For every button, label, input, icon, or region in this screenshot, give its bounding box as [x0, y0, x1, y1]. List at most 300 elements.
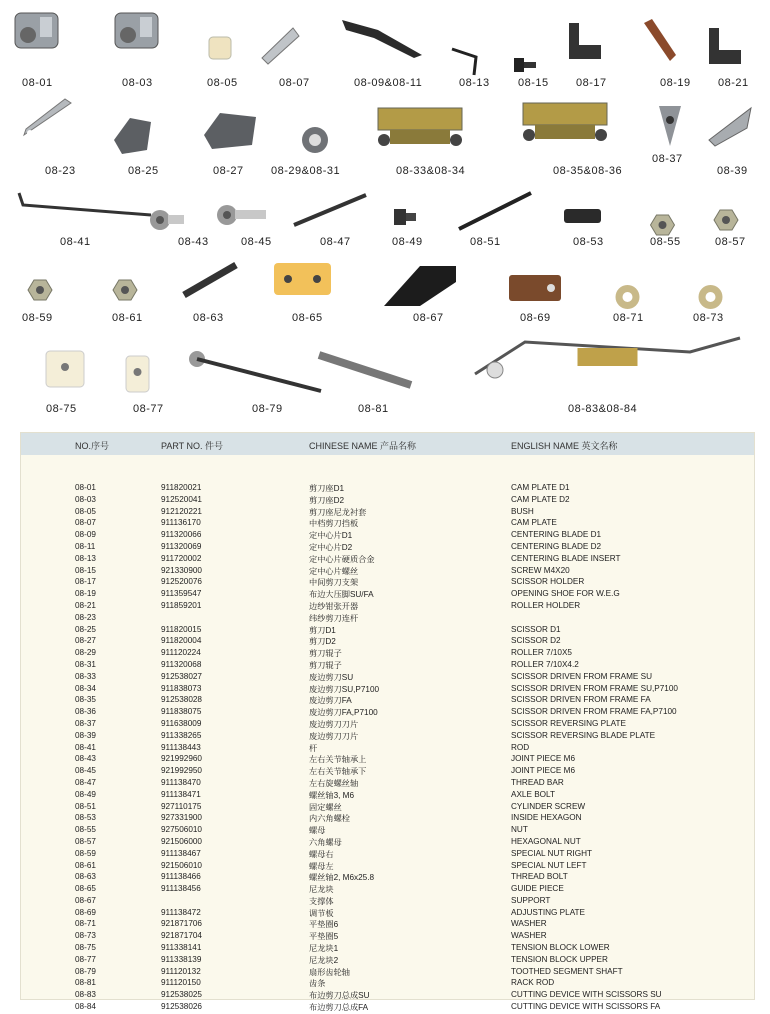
cell-cn: 中档剪刀挡板	[309, 519, 359, 529]
table-body	[21, 455, 754, 1014]
part-item	[270, 255, 335, 305]
part-label: 08-41	[60, 236, 91, 248]
part-item	[15, 185, 155, 235]
cell-part: 911138471	[161, 789, 201, 799]
cell-en: SUPPORT	[511, 895, 551, 905]
cell-no: 08-35	[75, 695, 96, 705]
cell-no: 08-71	[75, 919, 96, 929]
cell-part: 921330900	[161, 565, 202, 575]
part-label: 08-69	[520, 312, 551, 324]
cell-en: SCISSOR REVERSING BLADE PLATE	[511, 730, 656, 740]
cell-part: 911638009	[161, 718, 202, 728]
part-item	[640, 15, 680, 65]
cell-cn: 定中心片D1	[309, 531, 353, 541]
cell-cn: 废边剪刀FA,P7100	[309, 708, 378, 718]
part-item	[200, 105, 260, 155]
cell-en: SCISSOR DRIVEN FROM FRAME FA	[511, 695, 651, 705]
rack-icon	[315, 345, 415, 395]
part-item	[515, 95, 615, 145]
cell-en: TOOTHED SEGMENT SHAFT	[511, 966, 623, 976]
table-row	[21, 1002, 754, 1014]
cell-part: 911838073	[161, 683, 202, 693]
table-row	[21, 719, 754, 731]
part-label: 08-35&08-36	[553, 165, 623, 177]
part-label: 08-13	[459, 77, 490, 89]
cell-en: SCISSOR D2	[511, 636, 561, 646]
table-row	[21, 825, 754, 837]
cell-cn: 布边剪刀总成SU	[309, 991, 370, 1001]
cell-en: ROLLER 7/10X5	[511, 648, 572, 658]
part-item	[40, 345, 90, 395]
cell-en: JOINT PIECE M6	[511, 766, 575, 776]
part-label: 08-83&08-84	[568, 403, 638, 415]
table-row	[21, 837, 754, 849]
cell-cn: 左右旋螺丝轴	[309, 778, 359, 788]
part-label: 08-19	[660, 77, 691, 89]
cell-no: 08-63	[75, 872, 96, 882]
part-item	[655, 100, 685, 150]
cell-no: 08-57	[75, 836, 96, 846]
cell-cn: 定中心片螺丝	[309, 566, 359, 576]
cell-cn: 布边剪刀总成FA	[309, 1003, 369, 1013]
part-label: 08-47	[320, 236, 351, 248]
table-row	[21, 896, 754, 908]
part-label: 08-45	[241, 236, 272, 248]
cell-en: CUTTING DEVICE WITH SCISSORS SU	[511, 990, 662, 1000]
cell-part: 911120224	[161, 648, 201, 658]
part-label: 08-29&08-31	[271, 165, 341, 177]
cell-en: ROD	[511, 742, 530, 752]
table-row	[21, 577, 754, 589]
cell-en: CAM PLATE	[511, 518, 557, 528]
part-item	[505, 265, 565, 315]
table-row	[21, 931, 754, 943]
cell-part: 927331900	[161, 813, 202, 823]
cell-part: 911359547	[161, 589, 202, 599]
cell-no: 08-79	[75, 966, 96, 976]
blade-icon	[338, 10, 428, 60]
table-row	[21, 943, 754, 955]
cell-en: INSIDE HEXAGON	[511, 813, 582, 823]
cell-cn: 剪刀座D2	[309, 495, 345, 505]
part-label: 08-79	[252, 403, 283, 415]
cell-en: ROLLER 7/10X4.2	[511, 659, 579, 669]
cell-en: TENSION BLOCK UPPER	[511, 954, 608, 964]
table-row	[21, 743, 754, 755]
cell-no: 08-43	[75, 754, 96, 764]
cell-en: ADJUSTING PLATE	[511, 907, 586, 917]
cell-cn: 内六角螺栓	[309, 814, 350, 824]
part-item	[110, 110, 155, 160]
cell-en: CAM PLATE D2	[511, 494, 570, 504]
table-row	[21, 542, 754, 554]
table-row	[21, 978, 754, 990]
table-row	[21, 554, 754, 566]
cell-part: 921871704	[161, 931, 202, 941]
part-label: 08-73	[693, 312, 724, 324]
part-label: 08-77	[133, 403, 164, 415]
cell-cn: 剪刀座尼龙衬套	[309, 507, 367, 517]
cell-no: 08-36	[75, 707, 96, 717]
table-row	[21, 530, 754, 542]
cell-no: 08-84	[75, 1002, 96, 1012]
table-row	[21, 707, 754, 719]
cell-en: WASHER	[511, 931, 547, 941]
part-item	[290, 185, 370, 235]
header-no: NO.序号	[75, 441, 110, 451]
cell-no: 08-13	[75, 553, 96, 563]
part-label: 08-01	[22, 77, 53, 89]
part-label: 08-57	[715, 236, 746, 248]
cell-no: 08-01	[75, 483, 96, 492]
cell-part: 911720002	[161, 553, 202, 563]
cell-cn: 扇形齿轮轴	[309, 967, 350, 977]
cell-no: 08-67	[75, 895, 96, 905]
part-item	[370, 100, 470, 150]
cell-part: 911138443	[161, 742, 201, 752]
cell-en: BUSH	[511, 506, 534, 516]
part-label: 08-17	[576, 77, 607, 89]
part-item	[205, 25, 235, 75]
cell-cn: 剪刀辊子	[309, 660, 342, 670]
cam-plate-icon	[10, 5, 65, 55]
cylinder-screw-icon	[455, 185, 535, 235]
cell-part: 911338141	[161, 943, 202, 953]
part-item	[338, 10, 428, 60]
cell-part: 911838075	[161, 707, 202, 717]
table-row	[21, 601, 754, 613]
table-row	[21, 861, 754, 873]
table-row	[21, 518, 754, 530]
part-label: 08-59	[22, 312, 53, 324]
cell-en: SCISSOR DRIVEN FROM FRAME FA,P7100	[511, 707, 677, 717]
gear-shaft-icon	[185, 345, 325, 395]
cell-no: 08-23	[75, 612, 96, 622]
part-label: 08-75	[46, 403, 77, 415]
part-item	[300, 115, 330, 165]
part-item	[20, 95, 75, 145]
cell-part: 911120150	[161, 978, 201, 988]
cell-part: 912520076	[161, 577, 202, 587]
adjusting-plate-icon	[505, 265, 565, 315]
cell-cn: 齿条	[309, 979, 326, 989]
table-row	[21, 695, 754, 707]
part-label: 08-65	[292, 312, 323, 324]
part-label: 08-25	[128, 165, 159, 177]
cell-no: 08-61	[75, 860, 96, 870]
cell-part: 911138467	[161, 848, 201, 858]
cell-no: 08-65	[75, 884, 96, 894]
part-item	[180, 255, 240, 305]
cell-en: SPECIAL NUT RIGHT	[511, 848, 592, 858]
table-row	[21, 872, 754, 884]
cell-no: 08-17	[75, 577, 96, 587]
cell-en: JOINT PIECE M6	[511, 754, 575, 764]
guide-block-icon	[270, 255, 335, 305]
part-label: 08-53	[573, 236, 604, 248]
cell-cn: 纬纱剪刀连杆	[309, 613, 359, 623]
cell-en: TENSION BLOCK LOWER	[511, 943, 610, 953]
cell-no: 08-09	[75, 530, 96, 540]
cell-en: SCISSOR D1	[511, 624, 561, 634]
cell-en: CAM PLATE D1	[511, 483, 570, 492]
part-label: 08-71	[613, 312, 644, 324]
table-row	[21, 778, 754, 790]
part-item	[185, 345, 325, 395]
cell-cn: 布边大压脚SU/FA	[309, 590, 374, 600]
cell-en: SCISSOR DRIVEN FROM FRAME SU	[511, 671, 653, 681]
part-label: 08-67	[413, 312, 444, 324]
table-row	[21, 990, 754, 1002]
table-row	[21, 672, 754, 684]
cam-plate-icon	[110, 5, 165, 55]
cell-no: 08-05	[75, 506, 96, 516]
cell-part: 911320068	[161, 659, 202, 669]
cell-cn: 左右关节轴承下	[309, 767, 367, 777]
rod-icon	[15, 185, 155, 235]
part-label: 08-61	[112, 312, 143, 324]
cell-cn: 固定螺丝	[309, 802, 342, 812]
part-label: 08-43	[178, 236, 209, 248]
part-item	[705, 20, 745, 70]
joint-icon	[215, 190, 270, 240]
cell-part: 911859201	[161, 600, 202, 610]
cell-en: RACK ROD	[511, 978, 555, 988]
lever-icon	[20, 95, 75, 145]
cell-en: WASHER	[511, 919, 547, 929]
table-row	[21, 648, 754, 660]
cell-part: 921992960	[161, 754, 202, 764]
cell-cn: 废边剪刀SU,P7100	[309, 684, 380, 694]
cell-part: 921992950	[161, 766, 202, 776]
parts-catalog	[0, 0, 770, 430]
cell-no: 08-45	[75, 766, 96, 776]
cell-part: 912538026	[161, 1002, 202, 1012]
cell-part: 927506010	[161, 825, 202, 835]
table-row	[21, 613, 754, 625]
shoe-icon	[640, 15, 680, 65]
cell-cn: 中间剪刀支架	[309, 578, 359, 588]
table-row	[21, 495, 754, 507]
parts-table	[20, 432, 755, 1013]
part-label: 08-55	[650, 236, 681, 248]
cell-part: 911120132	[161, 966, 201, 976]
cell-cn: 支撑体	[309, 896, 334, 906]
part-label: 08-63	[193, 312, 224, 324]
cell-cn: 左右关节轴承上	[309, 755, 367, 765]
cell-cn: 剪刀D2	[309, 637, 336, 647]
scissor-icon	[200, 105, 260, 155]
table-row	[21, 849, 754, 861]
cell-cn: 废边剪刀刀片	[309, 719, 359, 729]
blade-plate-icon	[705, 100, 755, 150]
part-label: 08-33&08-34	[396, 165, 466, 177]
cell-en: SCISSOR HOLDER	[511, 577, 585, 587]
part-item	[10, 5, 65, 55]
cell-cn: 边纱钳张开器	[309, 601, 359, 611]
part-label: 08-07	[279, 77, 310, 89]
cell-no: 08-11	[75, 541, 96, 551]
cell-en: OPENING SHOE FOR W.E.G	[511, 589, 620, 599]
table-row	[21, 955, 754, 967]
cutting-device-icon	[465, 330, 750, 380]
cell-part: 921506000	[161, 836, 202, 846]
cell-cn: 螺母右	[309, 849, 334, 859]
support-icon	[380, 260, 460, 310]
cell-cn: 尼龙块1	[309, 944, 339, 954]
tension-block-icon	[120, 350, 155, 400]
header-chinese-name: CHINESE NAME 产品名称	[309, 441, 417, 451]
cell-part: 912120221	[161, 506, 202, 516]
cell-no: 08-81	[75, 978, 96, 988]
part-label: 08-15	[518, 77, 549, 89]
cell-part: 912520041	[161, 494, 202, 504]
table-row	[21, 754, 754, 766]
table-row	[21, 566, 754, 578]
holder-icon	[705, 20, 745, 70]
cell-cn: 平垫圈5	[309, 932, 339, 942]
table-row	[21, 636, 754, 648]
cell-no: 08-33	[75, 671, 96, 681]
cell-cn: 剪刀辊子	[309, 649, 342, 659]
cell-cn: 剪刀D1	[309, 625, 336, 635]
part-label: 08-49	[392, 236, 423, 248]
cell-en: GUIDE PIECE	[511, 884, 564, 894]
tension-block-icon	[40, 345, 90, 395]
scissor-icon	[110, 110, 155, 160]
cell-cn: 废边剪刀FA	[309, 696, 352, 706]
cell-en: THREAD BAR	[511, 777, 564, 787]
cell-part: 911820015	[161, 624, 202, 634]
cell-part: 911138466	[161, 872, 201, 882]
cell-part: 912538025	[161, 990, 202, 1000]
cell-part: 911820021	[161, 483, 202, 492]
cell-part: 911820004	[161, 636, 202, 646]
cell-no: 08-51	[75, 801, 96, 811]
cell-cn: 废边剪刀SU	[309, 672, 354, 682]
header-english-name: ENGLISH NAME 英文名称	[511, 441, 618, 451]
part-label: 08-03	[122, 77, 153, 89]
table-row	[21, 790, 754, 802]
cell-cn: 尼龙块	[309, 885, 334, 895]
cell-cn: 平垫圈6	[309, 920, 339, 930]
part-item	[565, 15, 605, 65]
part-label: 08-37	[652, 153, 683, 165]
table-row	[21, 589, 754, 601]
cell-cn: 六角螺母	[309, 837, 342, 847]
cell-no: 08-47	[75, 777, 96, 787]
cell-en: NUT	[511, 825, 528, 835]
cell-no: 08-15	[75, 565, 96, 575]
cell-part: 911136170	[161, 518, 201, 528]
cell-no: 08-03	[75, 494, 96, 504]
part-label: 08-23	[45, 165, 76, 177]
part-label: 08-27	[213, 165, 244, 177]
holder-icon	[565, 15, 605, 65]
part-item	[455, 185, 535, 235]
part-label: 08-51	[470, 236, 501, 248]
cell-cn: 尼龙块2	[309, 955, 339, 965]
cell-part: 921871706	[161, 919, 202, 929]
cell-part: 911320066	[161, 530, 202, 540]
scissor-assembly-icon	[370, 100, 470, 150]
cell-en: SCISSOR DRIVEN FROM FRAME SU,P7100	[511, 683, 678, 693]
cell-part: 911138470	[161, 777, 201, 787]
table-row	[21, 660, 754, 672]
bush-icon	[205, 25, 235, 75]
cell-cn: 定中心片硬质合金	[309, 554, 375, 564]
cell-en: SCISSOR REVERSING PLATE	[511, 718, 626, 728]
part-label: 08-81	[358, 403, 389, 415]
cell-cn: 螺丝轴3, M6	[309, 790, 355, 800]
cell-no: 08-21	[75, 600, 96, 610]
part-label: 08-21	[718, 77, 749, 89]
part-item	[315, 345, 415, 395]
table-row	[21, 507, 754, 519]
cell-en: CYLINDER SCREW	[511, 801, 586, 811]
cell-en: SCREW M4X20	[511, 565, 570, 575]
part-label: 08-39	[717, 165, 748, 177]
cell-part: 927110175	[161, 801, 202, 811]
cell-cn: 杆	[309, 743, 318, 753]
cell-no: 08-37	[75, 718, 96, 728]
cell-en: AXLE BOLT	[511, 789, 555, 799]
part-item	[258, 20, 303, 70]
cell-no: 08-83	[75, 990, 96, 1000]
cell-en: HEXAGONAL NUT	[511, 836, 581, 846]
cell-en: THREAD BOLT	[511, 872, 568, 882]
thread-bolt-icon	[180, 255, 240, 305]
part-item	[380, 260, 460, 310]
cell-en: CUTTING DEVICE WITH SCISSORS FA	[511, 1002, 661, 1012]
cell-no: 08-59	[75, 848, 96, 858]
plate-icon	[258, 20, 303, 70]
part-item	[120, 350, 155, 400]
cell-en: CENTERING BLADE D1	[511, 530, 602, 540]
cell-cn: 废边剪刀刀片	[309, 731, 359, 741]
cell-cn: 螺母左	[309, 861, 334, 871]
table-row	[21, 908, 754, 920]
part-item	[465, 330, 750, 380]
cell-no: 08-25	[75, 624, 96, 634]
cell-no: 08-53	[75, 813, 96, 823]
table-row	[21, 766, 754, 778]
cell-cn: 定中心片D2	[309, 542, 353, 552]
cell-part: 911338265	[161, 730, 202, 740]
part-label: 08-09&08-11	[354, 77, 423, 89]
cell-cn: 调节板	[309, 908, 334, 918]
cell-part: 911320069	[161, 541, 202, 551]
cell-en: CENTERING BLADE INSERT	[511, 553, 621, 563]
cell-part: 912538028	[161, 695, 202, 705]
table-row	[21, 802, 754, 814]
cell-no: 08-39	[75, 730, 96, 740]
table-row	[21, 684, 754, 696]
cell-cn: 剪刀座D1	[309, 484, 345, 493]
cell-no: 08-41	[75, 742, 96, 752]
part-item	[705, 100, 755, 150]
table-row	[21, 919, 754, 931]
cell-no: 08-75	[75, 943, 96, 953]
cell-no: 08-27	[75, 636, 96, 646]
table-row	[21, 625, 754, 637]
cell-no: 08-34	[75, 683, 96, 693]
cell-part: 911138456	[161, 884, 201, 894]
cell-no: 08-77	[75, 954, 96, 964]
table-row	[21, 967, 754, 979]
cell-no: 08-31	[75, 659, 96, 669]
cell-part: 911338139	[161, 954, 202, 964]
